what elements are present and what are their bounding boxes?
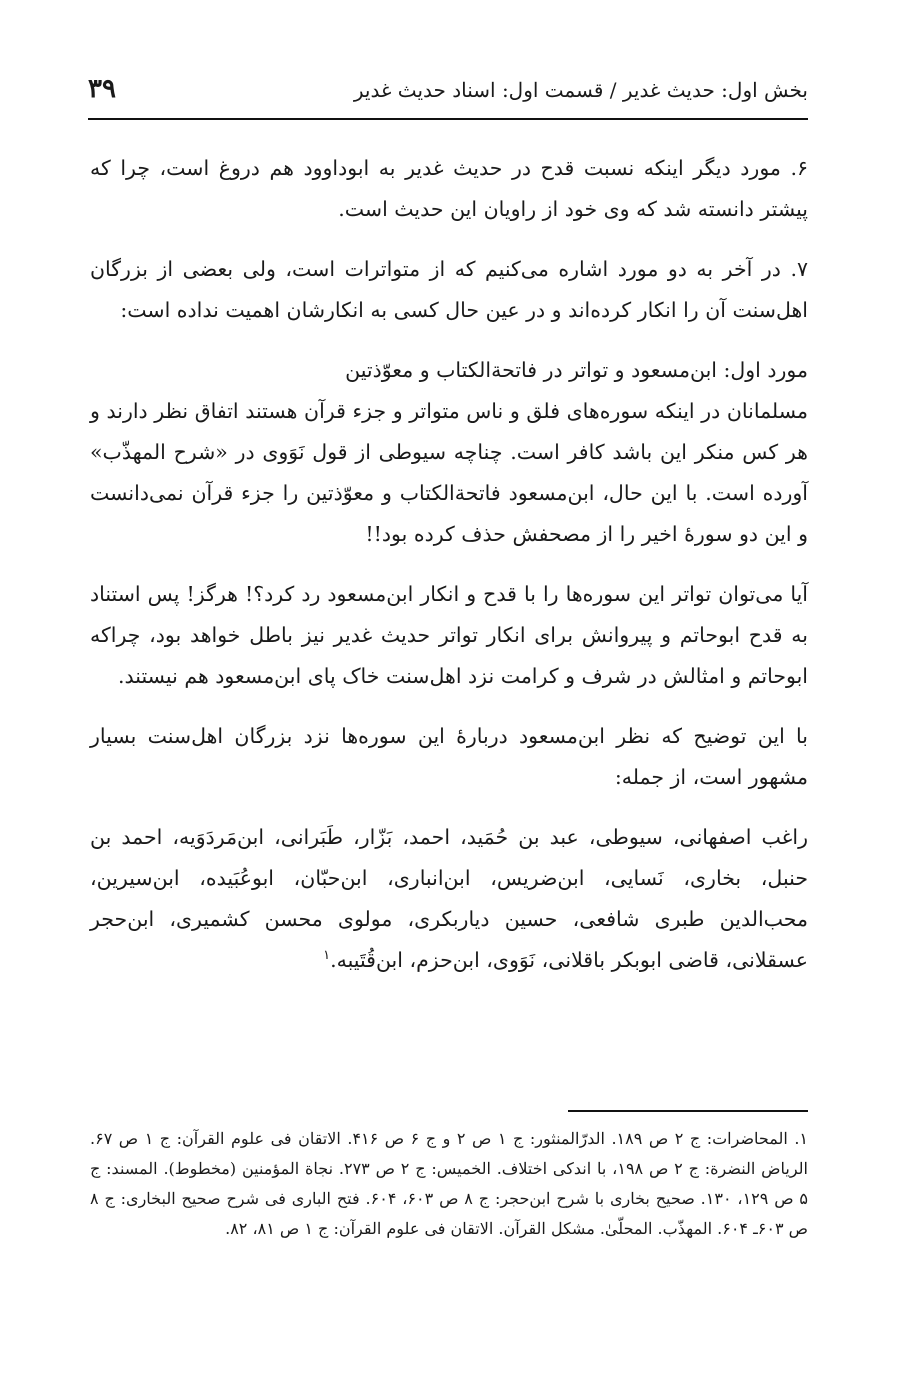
paragraph-item-6: ۶. مورد دیگر اینکه نسبت قدح در حدیث غدیر به ابوداوود هم دروغ است، چرا که پیشتر دانسته شد که وی خود از راویان این حدیث است. — [90, 156, 808, 221]
section-heading-case-1: مورد اول: ابن‌مسعود و تواتر در فاتحةالکتاب و معوّذتین — [345, 358, 808, 382]
paragraph-question: آیا می‌توان تواتر این سوره‌ها را با قدح و انکار ابن‌مسعود رد کرد؟! هرگز! پس استناد به قدح ابوحاتم و پیروانش برای انکار تواتر حدیث غدیر نیز باطل خواهد بود، چراکه ابوحاتم و امثالش در شرف و کرامت نزد اهل‌سنت خاک پای ابن‌مسعود هم نیستند. — [90, 582, 808, 688]
header-title: بخش اول: حدیث غدیر / قسمت اول: اسناد حدیث غدیر — [353, 78, 808, 102]
page-number: ۳۹ — [88, 74, 116, 104]
paragraph-names-list — [90, 817, 808, 981]
footnote-divider — [568, 1110, 808, 1112]
running-header — [88, 66, 808, 120]
paragraph-explanation: با این توضیح که نظر ابن‌مسعود دربارهٔ این سوره‌ها نزد بزرگان اهل‌سنت بسیار مشهور است، از جمله: — [90, 724, 808, 789]
names-list-text: راغب اصفهانی، سیوطی، عبد بن حُمَید، احمد، بَزّار، طَبَرانی، ابن‌مَردَوَیه، احمد بن حنبل، بخاری، نَسایی، ابن‌ضریس، ابن‌انباری، ابن‌حبّان، ابوعُبَیده، ابن‌سیرین، محب‌الدین طبری شافعی، حسین دیاربکری، مولوی محسن کشمیری، ابن‌حجر عسقلانی، قاضی ابوبکر باقلانی، نَوَوی، ابن‌حزم، ابن‌قُتَیبه. — [90, 825, 808, 972]
paragraph-item-7: ۷. در آخر به دو مورد اشاره می‌کنیم که از متواترات است، ولی بعضی از بزرگان اهل‌سنت آن را انکار کرده‌اند و در عین حال کسی به انکارشان اهمیت نداده است: — [90, 257, 808, 322]
footnote-reference-mark[interactable]: ۱ — [323, 948, 331, 964]
paragraph-case-1-body: مسلمانان در اینکه سوره‌های فلق و ناس متواتر و جزء قرآن هستند اتفاق نظر دارند و هر کس منکر این باشد کافر است. چناچه سیوطی از قول نَوَوی در «شرح المهذّب» آورده است. با این حال، ابن‌مسعود فاتحةالکتاب و معوّذتین را جزء قرآن نمی‌دانست و این دو سورهٔ اخیر را از مصحفش حذف کرده بود!! — [90, 399, 808, 546]
footnote-item-1: ۱. المحاضرات: ج ۲ ص ۱۸۹. الدرّالمنثور: ج ۱ ص ۲ و ج ۶ ص ۴۱۶. الاتقان فی علوم القرآن: ج ۱ ص ۶۷. الریاض النضرة: ج ۲ ص ۱۹۸، با اندکی اختلاف. الخمیس: ج ۲ ص ۲۷۳. نجاة المؤمنین (مخطوط). المسند: ج ۵ ص ۱۲۹، ۱۳۰. صحیح بخاری با شرح ابن‌حجر: ج ۸ ص ۶۰۳، ۶۰۴. فتح الباری فی شرح صحیح البخاری: ج ۸ ص ۶۰۳ـ ۶۰۴. المهذّب. المحلّیٰ. مشکل القرآن. الاتقان فی علوم القرآن: ج ۱ ص ۸۱، ۸۲. — [90, 1129, 809, 1238]
main-text — [90, 148, 808, 981]
footnotes-section — [90, 1124, 808, 1244]
